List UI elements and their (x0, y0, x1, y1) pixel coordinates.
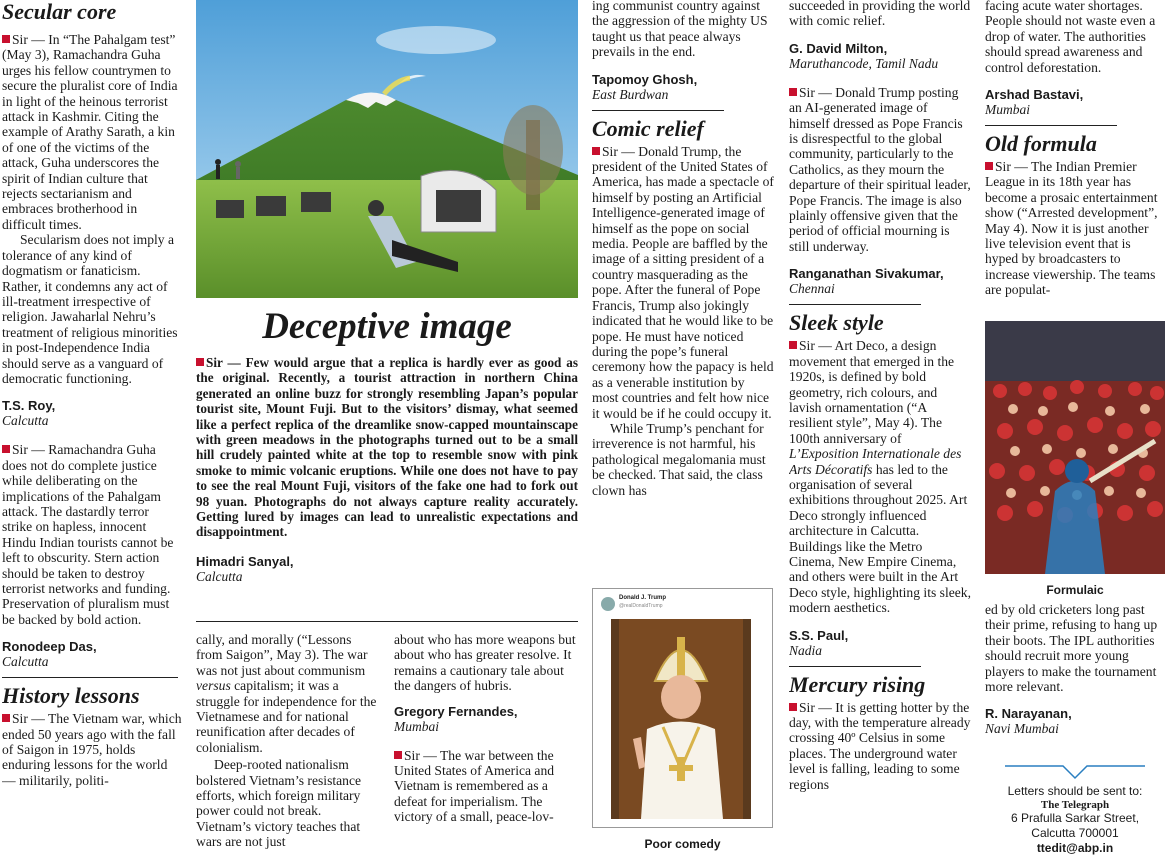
divider (2, 677, 178, 678)
signature-place: East Burdwan (592, 86, 669, 102)
landscape-image (196, 0, 578, 298)
bullet-square-icon (789, 88, 797, 96)
signature-name: Arshad Bastavi, (985, 87, 1084, 103)
letter-body: facing acute water shortages. People should not waste even a drop of water. The authorities should spread awareness and control deforestation. (985, 0, 1156, 75)
email-link[interactable]: ttedit@abp.in (1036, 841, 1114, 855)
address-box (985, 784, 1165, 856)
ipl-crowd-photo (985, 321, 1165, 574)
fake-mount-fuji-photo (196, 0, 578, 298)
divider (196, 621, 578, 622)
signature-name: S.S. Paul, (789, 627, 849, 643)
bullet-square-icon (985, 162, 993, 170)
column-2 (196, 632, 378, 857)
address-line: 6 Prafulla Sarkar Street, (1010, 811, 1140, 825)
letter-body: Sir — Art Deco, a design movement that emerged in the 1920s, is defined by bold geometry, rich colours, and lavish ornamentation (“A resilient style”, May 4). The 100th anniversary of L’Exposition Internationale des Arts Décoratifs has led to the organisation of several exhibitions throughout 2025. Art Deco strongly influenced architecture in Calcutta. Buildings like the Metro Cinema, New Empire Cinema, and others were built in the Art Deco style, highlighting its sleek, modern aesthetics. (789, 338, 971, 616)
address-line: Calcutta 700001 (1031, 826, 1119, 840)
signature-place: Maruthancode, Tamil Nadu (789, 55, 939, 71)
headline-mercury-rising: Mercury rising (789, 671, 926, 697)
letter-body: about who has more weapons but about who has greater resolve. It remains a cautionary tale about the dangers of hubris. (394, 632, 576, 694)
letter-body: Sir — Ramachandra Guha does not do complete justice while deliberating on the implications of the Pahalgam attack. The dastardly terror strike on hapless, innocent Hindu Indian tourists cannot be left to obscurity. Stern action should be taken to destroy terrorist networks and funding. Preservation of pluralism must be backed by bold action. (2, 442, 174, 627)
avatar (601, 597, 615, 611)
column-4 (592, 0, 774, 578)
signature-name: Himadri Sanyal, (196, 553, 294, 569)
letter-body: Sir — In “The Pahalgam test” (May 3), Ramachandra Guha urges his fellow countrymen to secure the pluralist core of India in light of the heinous terrorist attack in Kashmir. Citing the example of Arathy Sarath, a kin of one of the victims of the attack, Guha underscores the spirit of Indian culture that rejects sectarianism and embraces brotherhood in difficult times. (2, 32, 178, 232)
letter-body: cally, and morally (“Lessons from Saigon”, May 3). The war was not just about communism versus capitalism; it was a struggle for independence for the Vietnamese and for national reunification after decades of colonialism. (196, 632, 377, 755)
headline-history-lessons: History lessons (2, 683, 140, 709)
signature-name: R. Narayanan, (985, 706, 1072, 722)
letter-body: Sir — The Vietnam war, which ended 50 years ago with the fall of Saigon in 1975, holds enduring lessons for the world — militarily, politi- (2, 711, 182, 788)
signature-name: Ronodeep Das, (2, 639, 97, 655)
signature-place: Mumbai (985, 102, 1030, 118)
letter-body: Sir — The war between the United States of America and Vietnam is remembered as a defeat for imperialism. The victory of a small, peace-lov- (394, 747, 555, 825)
letter-body: ing communist country against the aggression of the mighty US taught us that peace always prevails in the end. (592, 0, 768, 60)
letter-body: Deep-rooted nationalism bolstered Vietnam’s resistance efforts, which foreign military power could not break. Vietnam’s victory teaches that wars are not just (196, 757, 362, 850)
caption-formulaic: Formulaic (1046, 583, 1104, 597)
letter-body: ed by old cricketers long past their prime, refusing to hang up their boots. The IPL authorities should recruit more young players to make the tournament more relevant. (985, 602, 1158, 695)
column-5 (789, 0, 971, 857)
bullet-square-icon (2, 714, 10, 722)
signature-place: Calcutta (2, 654, 49, 670)
bullet-square-icon (2, 35, 10, 43)
signature-place: Chennai (789, 281, 835, 297)
headline-comic-relief: Comic relief (592, 115, 704, 141)
post-handle: @realDonaldTrump (619, 603, 663, 609)
letter-body: While Trump’s penchant for irreverence is not harmful, his pathological megalomania must be checked. That said, the class clown has (592, 420, 766, 498)
signature-place: Calcutta (2, 413, 49, 429)
signature-name: Ranganathan Sivakumar, (789, 266, 944, 282)
bullet-square-icon (592, 147, 600, 155)
headline-deceptive-image: Deceptive image (262, 306, 512, 347)
pope-image (611, 619, 751, 819)
letter-body: Sir — It is getting hotter by the day, with the temperature already crossing 40º Celsius in some places. The underground water level is falling, leading to some regions (789, 699, 971, 792)
bullet-square-icon (789, 341, 797, 349)
headline-sleek-style: Sleek style (789, 310, 884, 336)
letter-body: succeeded in providing the world with comic relief. (789, 0, 971, 29)
bullet-square-icon (789, 703, 797, 711)
signature-place: Mumbai (394, 718, 439, 734)
signature-place: Nadia (789, 642, 823, 658)
signature-name: Gregory Fernandes, (394, 703, 518, 719)
signature-name: Tapomoy Ghosh, (592, 71, 698, 87)
column-1 (2, 0, 182, 857)
column-6-lower (985, 602, 1165, 752)
signature-name: G. David Milton, (789, 40, 888, 56)
signature-name: T.S. Roy, (2, 398, 56, 414)
letter-body-bold: Sir — Few would argue that a replica is hardly ever as good as the original. Recently, a tourist attraction in northern China generated an online buzz for strongly resembling Japan’s popular tourist site, Mount Fuji. But to the visitors’ dismay, what seemed like a perfect replica of the dreamlike snow-capped mountainscape with green meadows in the photographs turned out to be a small hill crudely painted white at the top to resemble snow with pink smoke to mimic volcanic eruptions. While one does not have to pay to see the real Mount Fuji, visitors of the fake one had to fork out 98 yuan. Photographs do not always capture reality accurately. Getting lured by images can lead to unrealistic expectations and disappointment. (196, 355, 578, 540)
signature-place: Calcutta (196, 568, 243, 584)
post-author: Donald J. Trump (619, 595, 667, 601)
letter-body: Sir — The Indian Premier League in its 18th year has become a prosaic entertainment show (“Arrested development”, May 4). Now it is just another live television event that is hyped by broadcasters to increase viewership. The teams are populat- (985, 159, 1158, 298)
divider (789, 666, 921, 667)
letter-body: Secularism does not imply a tolerance of any kind of dogmatism or fanaticism. Rather, it condemns any act of ill-treatment irrespective of religion. Jawaharlal Nehru’s treatment of religious minorities in post-Independence India should serve as a vanguard of democratic functioning. (2, 232, 178, 386)
letter-body: Sir — Donald Trump, the president of the United States of America, has made a spectacle of himself by posting an Artificial Intelligence-generated image of himself as the pope on social media. People are baffled by the image of a sitting president of a country masquerading as the pope. After the funeral of Pope Francis, Trump also jokingly indicated that he would like to be pope. He must have noticed during the pope’s funeral ceremony how the papacy is held as a venerable institution by most countries and felt how nice it would be if he could occupy it. (592, 143, 774, 421)
headline-old-formula: Old formula (985, 131, 1097, 157)
paper-name: The Telegraph (1040, 799, 1110, 811)
deceptive-letter (196, 355, 578, 605)
divider (985, 125, 1117, 126)
signature-place: Navi Mumbai (985, 721, 1059, 737)
trump-pope-social-post (592, 588, 773, 828)
headline-secular-core: Secular core (2, 0, 117, 24)
bullet-square-icon (2, 445, 10, 453)
address-bracket (985, 764, 1165, 782)
letter-body: Sir — Donald Trump posting an AI-generated image of himself dressed as Pope Francis is disrespectful to the global community, particularly to the Catholics, as they mourn the departure of their spiritual leader, Pope Francis. The image is also plainly offensive given that the period of official mourning is still underway. (789, 84, 971, 254)
bullet-square-icon (394, 751, 402, 759)
bullet-square-icon (196, 358, 204, 366)
divider (789, 304, 921, 305)
address-line: Letters should be sent to: (1007, 784, 1143, 798)
crowd-image (985, 321, 1165, 574)
divider (592, 110, 724, 111)
column-3 (394, 632, 578, 857)
column-6 (985, 0, 1165, 318)
caption-poor-comedy: Poor comedy (644, 837, 721, 851)
